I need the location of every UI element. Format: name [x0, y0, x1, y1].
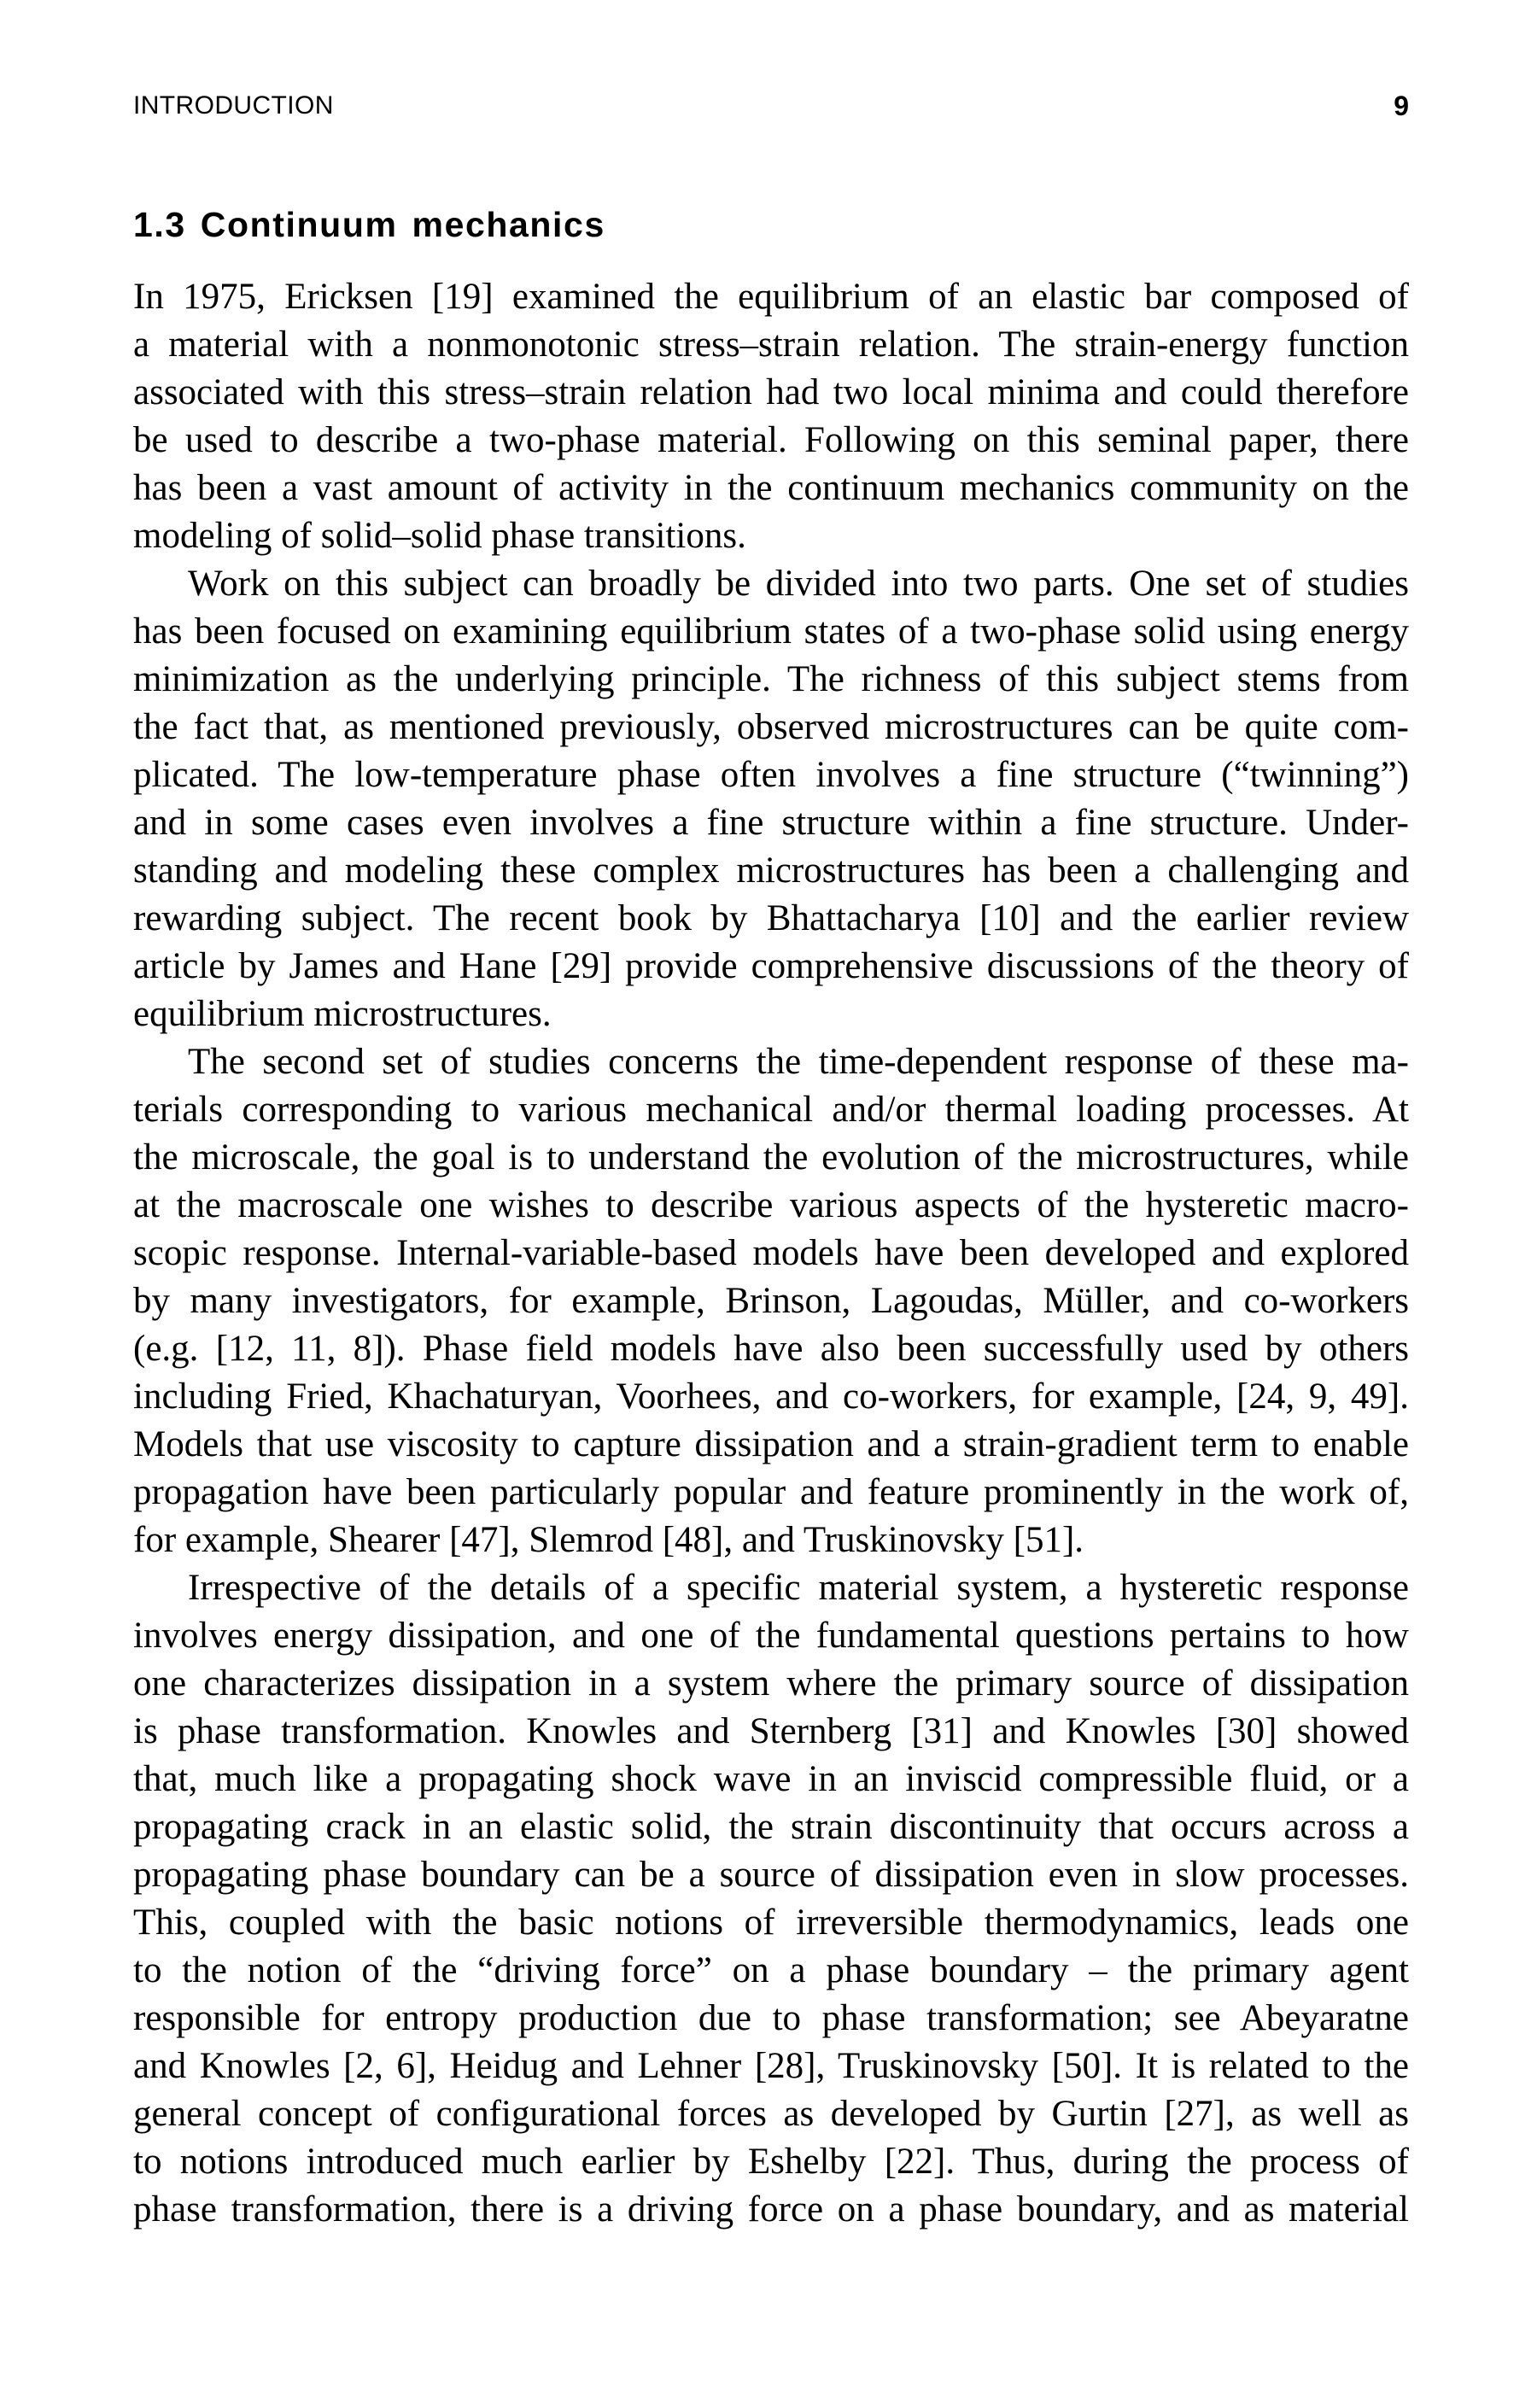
text-line: phase transformation, there is a driving force on a phase boundary, and as material: [133, 2189, 1409, 2230]
text-line: associated with this stress–strain relation had two local minima and could therefore: [133, 372, 1409, 412]
text-line: propagating crack in an elastic solid, the strain discontinuity that occurs across a: [133, 1807, 1409, 1847]
text-line: general concept of configurational forces as developed by Gurtin [27], as well as: [133, 2094, 1409, 2134]
text-line: the fact that, as mentioned previously, observed microstructures can be quite com-: [133, 707, 1409, 747]
text-line: Irrespective of the details of a specific material system, a hysteretic response: [188, 1568, 1409, 1608]
text-line: by many investigators, for example, Brinson, Lagoudas, Müller, and co-workers: [133, 1281, 1409, 1321]
text-line: a material with a nonmonotonic stress–strain relation. The strain-energy function: [133, 324, 1409, 365]
text-line: that, much like a propagating shock wave in an inviscid compressible fluid, or a: [133, 1759, 1409, 1799]
text-line: and Knowles [2, 6], Heidug and Lehner [28], Truskinovsky [50]. It is related to the: [133, 2046, 1409, 2086]
text-line: at the macroscale one wishes to describe various aspects of the hysteretic macro-: [133, 1185, 1409, 1225]
running-head-section: INTRODUCTION: [133, 91, 334, 120]
text-line: (e.g. [12, 11, 8]). Phase field models have also been successfully used by others: [133, 1329, 1409, 1369]
text-line: to notions introduced much earlier by Eshelby [22]. Thus, during the process of: [133, 2142, 1409, 2182]
text-line: terials corresponding to various mechanical and/or thermal loading processes. At: [133, 1090, 1409, 1130]
text-line: In 1975, Ericksen [19] examined the equilibrium of an elastic bar composed of: [133, 277, 1409, 317]
paragraph: [133, 273, 1409, 560]
paragraph: [133, 1564, 1409, 2234]
text-line: Models that use viscosity to capture dissipation and a strain-gradient term to enable: [133, 1424, 1409, 1464]
text-line: the microscale, the goal is to understand the evolution of the microstructures, while: [133, 1137, 1409, 1178]
text-line: including Fried, Khachaturyan, Voorhees, and co-workers, for example, [24, 9, 49].: [133, 1376, 1409, 1417]
text-line: The second set of studies concerns the time-dependent response of these ma-: [188, 1042, 1409, 1082]
text-line: be used to describe a two-phase material. Following on this seminal paper, there: [133, 420, 1409, 460]
text-line: and in some cases even involves a fine structure within a fine structure. Under-: [133, 803, 1409, 843]
text-line: minimization as the underlying principle. The richness of this subject stems from: [133, 659, 1409, 699]
text-line: involves energy dissipation, and one of the fundamental questions pertains to how: [133, 1616, 1409, 1656]
text-line: propagating phase boundary can be a source of dissipation even in slow processes.: [133, 1855, 1409, 1895]
text-line: to the notion of the “driving force” on a phase boundary – the primary agent: [133, 1950, 1409, 1990]
text-line: responsible for entropy production due to phase transformation; see Abeyaratne: [133, 1998, 1409, 2038]
text-line: Work on this subject can broadly be divided into two parts. One set of studies: [188, 564, 1409, 604]
text-line: modeling of solid–solid phase transitions.: [133, 516, 746, 556]
text-line: has been a vast amount of activity in the continuum mechanics community on the: [133, 468, 1409, 508]
section-heading: 1.3 Continuum mechanics: [133, 205, 605, 244]
text-line: one characterizes dissipation in a system where the primary source of dissipation: [133, 1663, 1409, 1704]
page-number: 9: [1394, 91, 1409, 121]
text-line: rewarding subject. The recent book by Bhattacharya [10] and the earlier review: [133, 898, 1409, 938]
text-line: plicated. The low-temperature phase often involves a fine structure (“twinning”): [133, 755, 1409, 795]
text-line: propagation have been particularly popular and feature prominently in the work of,: [133, 1472, 1409, 1512]
text-line: is phase transformation. Knowles and Sternberg [31] and Knowles [30] showed: [133, 1711, 1409, 1751]
paragraph: [133, 560, 1409, 1038]
text-line: This, coupled with the basic notions of irreversible thermodynamics, leads one: [133, 1902, 1409, 1943]
text-line: equilibrium microstructures.: [133, 994, 552, 1034]
text-line: has been focused on examining equilibrium states of a two-phase solid using energy: [133, 611, 1409, 652]
text-line: scopic response. Internal-variable-based models have been developed and explored: [133, 1233, 1409, 1273]
body-text: [133, 273, 1409, 2234]
text-line: standing and modeling these complex microstructures has been a challenging and: [133, 850, 1409, 891]
text-line: for example, Shearer [47], Slemrod [48], and Truskinovsky [51].: [133, 1520, 1084, 1560]
paragraph: [133, 1038, 1409, 1564]
running-head: [133, 89, 1409, 123]
text-line: article by James and Hane [29] provide comprehensive discussions of the theory of: [133, 946, 1409, 986]
